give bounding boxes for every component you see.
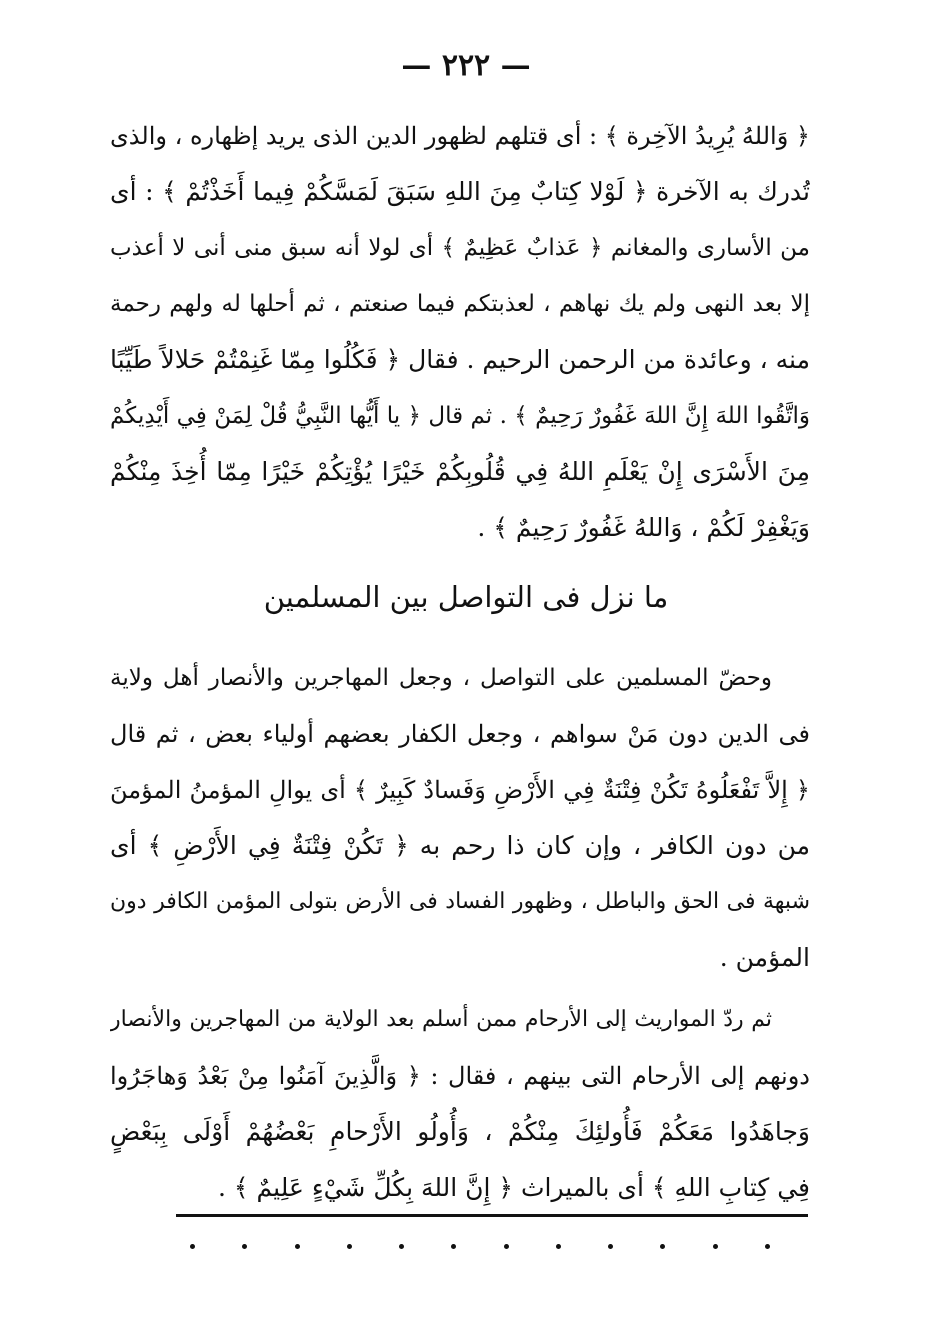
dot-ornament [242,1244,247,1249]
text-line: تُدرك به الآخرة ﴿ لَوْلا كِتابٌ مِنَ اللهِ سَبَقَ لَمَسَّكُمْ فِيما أَخَذْتُمْ ﴾ : أى [110,177,810,206]
text-line: شبهة فى الحق والباطل ، وظهور الفساد فى الأرض بتولى المؤمن الكافر دون [110,889,810,914]
dot-ornament [399,1244,404,1249]
dot-ornament [660,1244,665,1249]
text-line: فِي كِتابِ اللهِ ﴾ أى بالميراث ﴿ إِنَّ اللهَ بِكُلِّ شَيْءٍ عَلِيمٌ ﴾ . [218,1173,810,1202]
text-line: إلا بعد النهى ولم يك نهاهم ، لعذبتكم فيما صنعتم ، ثم أحلها له ولهم رحمة [110,291,810,317]
text-line: من دون الكافر ، وإن كان ذا رحم به ﴿ تَكُنْ فِتْنَةٌ فِي الأَرْضِ ﴾ أى [110,831,810,860]
dot-ornament [556,1244,561,1249]
dot-ornament [608,1244,613,1249]
text-line: وَيَغْفِرْ لَكُمْ ، وَاللهُ غَفُورٌ رَحِيمٌ ﴾ . [477,513,810,542]
dot-ornament [295,1244,300,1249]
text-line: وَجاهَدُوا مَعَكُمْ فَأُولئِكَ مِنْكُمْ ، وَأُولُو الأَرْحامِ بَعْضُهُمْ أَوْلَى بِبَعْضٍ [110,1117,810,1146]
text-line: دونهم إلى الأرحام التى بينهم ، فقال : ﴿ وَالَّذِينَ آمَنُوا مِنْ بَعْدُ وَهاجَرُوا [110,1062,810,1090]
footer-dots [190,1236,770,1256]
text-line: منه ، وعائدة من الرحمن الرحيم . فقال ﴿ فَكُلُوا مِمّا غَنِمْتُمْ حَلالاً طَيِّبًا [110,345,810,374]
text-line: فى الدين دون مَنْ سواهم ، وجعل الكفار بعضهم أولياء بعض ، ثم قال [110,720,810,748]
footnote-divider [176,1214,808,1217]
text-line: ثم ردّ المواريث إلى الأرحام ممن أسلم بعد الولاية من المهاجرين والأنصار [110,1007,772,1032]
text-line: ﴿ وَاللهُ يُرِيدُ الآخِرة ﴾ : أى قتلهم لظهور الدين الذى يريد إظهاره ، والذى [110,122,810,150]
paragraph-1 [110,108,810,556]
dot-ornament [765,1244,770,1249]
text-line: من الأسارى والمغانم ﴿ عَذابٌ عَظِيمٌ ﴾ أى لولا أنه سبق منى أنى لا أعذب [110,235,810,261]
dot-ornament [451,1244,456,1249]
dot-ornament [713,1244,718,1249]
paragraph-3 [110,992,810,1216]
text-line: ﴿ إِلاَّ تَفْعَلُوهُ تَكُنْ فِتْنَةٌ فِي الأَرْضِ وَفَسادٌ كَبِيرٌ ﴾ أى يوالِ المؤمنُ المؤمنَ [110,776,810,804]
text-line: المؤمن . [719,943,810,972]
dot-ornament [347,1244,352,1249]
page-number: — ٢٢٢ — [401,48,531,83]
text-line: مِنَ الأَسْرَى إِنْ يَعْلَمِ اللهُ فِي قُلُوبِكُمْ خَيْرًا يُؤْتِكُمْ خَيْرًا مِمّا أُخِذَ مِنْكُمْ [110,457,810,486]
paragraph-2 [110,650,810,986]
text-line: وحضّ المسلمين على التواصل ، وجعل المهاجرين والأنصار أهل ولاية [110,665,772,691]
text-line: وَاتَّقُوا اللهَ إِنَّ اللهَ غَفُورٌ رَحِيمٌ ﴾ . ثم قال ﴿ يا أَيُّها النَّبِيُّ قُلْ لِمَنْ فِي أَيْدِيكُمْ [110,403,810,429]
section-heading: ما نزل فى التواصل بين المسلمين [263,580,669,614]
dot-ornament [190,1244,195,1249]
dot-ornament [504,1244,509,1249]
